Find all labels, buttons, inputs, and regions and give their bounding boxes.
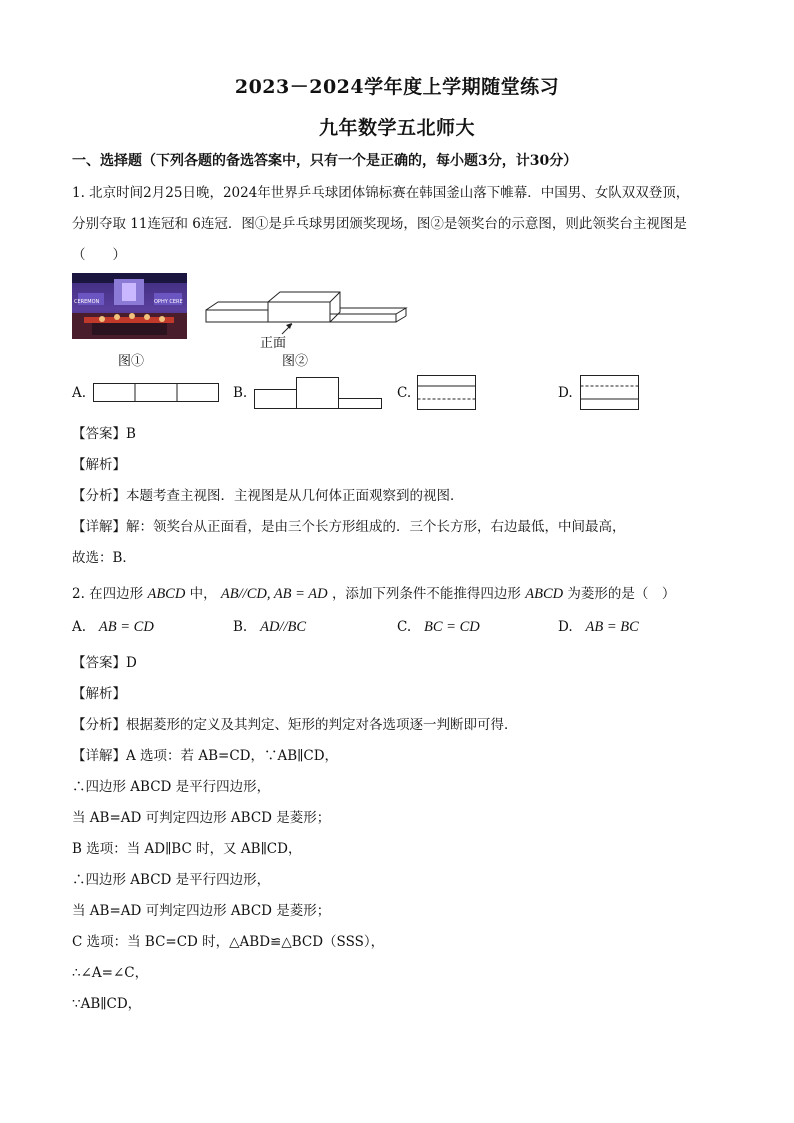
q1-option-b-figure xyxy=(254,377,382,409)
q1-option-d-figure xyxy=(580,375,640,411)
q1-conclusion: 故选：B． xyxy=(72,550,136,566)
q1-analysis: 【分析】本题考查主视图．主视图是从几何体正面观察到的视图． xyxy=(72,488,464,504)
award-ceremony-photo xyxy=(72,273,187,339)
q1-option-a-figure xyxy=(93,383,219,403)
q2-explanation-line: ∴∠A=∠C， xyxy=(72,965,149,981)
q2-analysis-tag: 【解析】 xyxy=(72,686,126,702)
q1-option-c-figure xyxy=(417,375,477,411)
q2-explanation-line: ∵AB∥CD， xyxy=(72,996,142,1012)
front-direction-label: 正面 xyxy=(260,336,287,351)
photo-banner-left: CEREMON xyxy=(74,299,100,305)
q2-stem-mid2: ，添加下列条件不能推得四边形 xyxy=(331,586,521,602)
q2-condition: AB//CD, AB = AD xyxy=(220,586,328,602)
figure2-label: 图② xyxy=(282,354,309,369)
q2-explanation-line: C 选项：当 BC=CD 时，△ABD≌△BCD（SSS）， xyxy=(72,934,385,950)
q2-option-b: B. AD//BC xyxy=(233,619,307,635)
podium-diagram xyxy=(204,288,409,348)
q1-analysis-tag: 【解析】 xyxy=(72,457,126,473)
q1-option-a-label: A. xyxy=(72,385,87,401)
section-heading: 一、选择题（下列各题的备选答案中，只有一个是正确的，每小题3分，计30分） xyxy=(72,153,578,169)
q2-explanation-line: 当 AB=AD 可判定四边形 ABCD 是菱形； xyxy=(72,810,331,826)
q2-explanation-line: 【详解】A 选项：若 AB=CD，∵AB∥CD， xyxy=(72,748,339,764)
q2-stem xyxy=(72,582,675,603)
q1-stem-line3: （ ） xyxy=(72,247,126,263)
q2-stem-prefix: 2. 在四边形 xyxy=(72,586,144,602)
q2-quad-name-1: ABCD xyxy=(147,586,186,602)
q2-stem-mid1: 中， xyxy=(189,586,217,602)
q2-analysis: 【分析】根据菱形的定义及其判定、矩形的判定对各选项逐一判断即可得． xyxy=(72,717,518,733)
q1-option-c-label: C. xyxy=(397,385,412,401)
q2-stem-suffix: 为菱形的是（ ） xyxy=(567,586,676,602)
photo-banner-right: OPHY CERE xyxy=(154,299,183,305)
document-subtitle: 九年数学五北师大 xyxy=(318,117,475,139)
q1-explanation: 【详解】解：领奖台从正面看，是由三个长方形组成的．三个长方形，右边最低，中间最高， xyxy=(72,519,626,535)
q1-stem-line1: 1. 北京时间2月25日晚，2024年世界乒乓球团体锦标赛在韩国釜山落下帷幕．中国男、女队双双登顶， xyxy=(72,185,690,201)
q1-stem-line2: 分别夺取 11连冠和 6连冠．图①是乒乓球男团颁奖现场，图②是领奖台的示意图，则此领奖台主视图是 xyxy=(72,216,687,232)
q1-answer: 【答案】B xyxy=(72,426,136,442)
figure1-label: 图① xyxy=(118,354,145,369)
q2-option-c: C. BC = CD xyxy=(397,619,480,635)
q2-explanation-line: ∴四边形 ABCD 是平行四边形， xyxy=(72,872,271,888)
q1-option-d-label: D. xyxy=(558,385,573,401)
q2-explanation-line: ∴四边形 ABCD 是平行四边形， xyxy=(72,779,271,795)
q2-answer: 【答案】D xyxy=(72,655,137,671)
q2-option-a: A. AB = CD xyxy=(72,619,154,635)
q2-option-d: D. AB = BC xyxy=(558,619,639,635)
q2-explanation-line: B 选项：当 AD∥BC 时，又 AB∥CD， xyxy=(72,841,302,857)
document-title: 2023－2024学年度上学期随堂练习 xyxy=(234,76,560,98)
q1-option-b-label: B. xyxy=(233,385,248,401)
q2-quad-name-2: ABCD xyxy=(525,586,564,602)
q2-explanation-line: 当 AB=AD 可判定四边形 ABCD 是菱形； xyxy=(72,903,331,919)
